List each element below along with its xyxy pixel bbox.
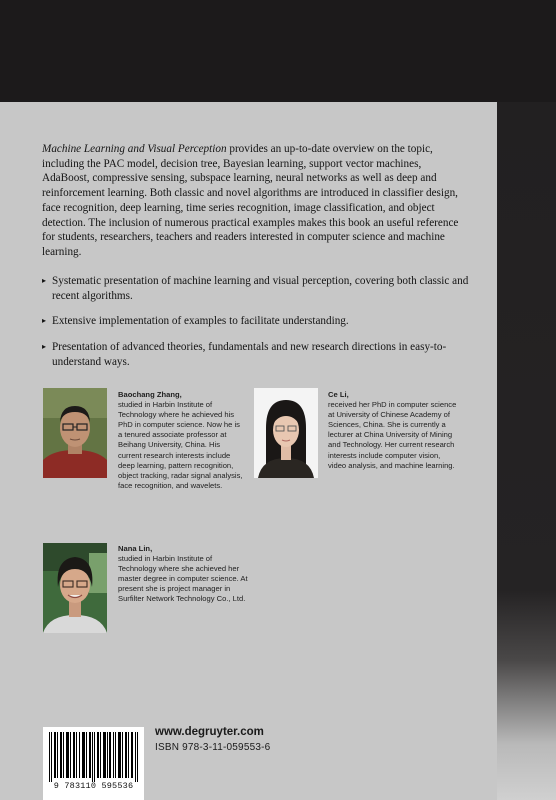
author-name: Nana Lin, [118, 544, 153, 553]
author-photo-ce-li [254, 388, 318, 478]
book-title: Machine Learning and Visual Perception [42, 143, 227, 155]
author-bio: studied in Harbin Institute of Technology where he achieved his PhD in computer science. Now he is a tenured associate professor at Beihang University, China. His current research interests include deep learning, pattern recognition, object tracking, radar signal analysis, face recognition, and wavelets. [118, 400, 243, 490]
feature-item: ▸ Presentation of advanced theories, fundamentals and new research directions in easy-to-understand ways. [42, 341, 447, 368]
feature-item: ▸ Extensive implementation of examples to facilitate understanding. [42, 315, 349, 328]
back-cover [0, 102, 497, 800]
author-bio-baochang-zhang [118, 390, 244, 491]
description-text: provides an up-to-date overview on the topic, including the PAC model, decision tree, Bayesian learning, support vector machines, AdaBoost, compressive sensing, subspace learning, neural networks as well as deep and reinforcement learning. Both classic and novel algorithms are introduced in classifier design, face recognition, deep learning, time series recognition, image classification, and object detection. The inclusion of numerous practical examples makes this book an useful reference for students, researchers, teachers and readers interested in computer science and machine learning. [42, 143, 459, 258]
author-photo-baochang-zhang [43, 388, 107, 478]
barcode-block [43, 727, 144, 800]
bullet-triangle-icon: ▸ [42, 342, 47, 352]
author-bio-ce-li [328, 390, 458, 471]
author-bio-nana-lin [118, 544, 248, 605]
feature-item: ▸ Systematic presentation of machine learning and visual perception, covering both classic and recent algorithms. [42, 275, 469, 302]
publisher-url: www.degruyter.com [155, 726, 264, 738]
barcode-image [49, 732, 138, 782]
book-description [42, 142, 468, 260]
author-photo-nana-lin [43, 543, 107, 633]
top-dark-band [0, 0, 556, 102]
isbn: ISBN 978-3-11-059553-6 [155, 742, 271, 753]
author-name: Ce Li, [328, 390, 349, 399]
author-bio: studied in Harbin Institute of Technology where she achieved her master degree in computer science. At present she is project manager in Surfilter Network Technology Co., Ltd. [118, 554, 248, 604]
author-bio: received her PhD in computer science at University of Chinese Academy of Sciences, China. She is currently a lecturer at China University of Mining and Technology. Her current research interests include computer vision, video analysis, and machine learning. [328, 400, 457, 470]
feature-list [42, 274, 472, 381]
barcode-number: 9 783110 595536 [53, 781, 134, 791]
bullet-triangle-icon: ▸ [42, 276, 47, 285]
bullet-triangle-icon: ▸ [42, 316, 47, 326]
spine-edge [497, 102, 556, 800]
author-name: Baochang Zhang, [118, 390, 182, 399]
